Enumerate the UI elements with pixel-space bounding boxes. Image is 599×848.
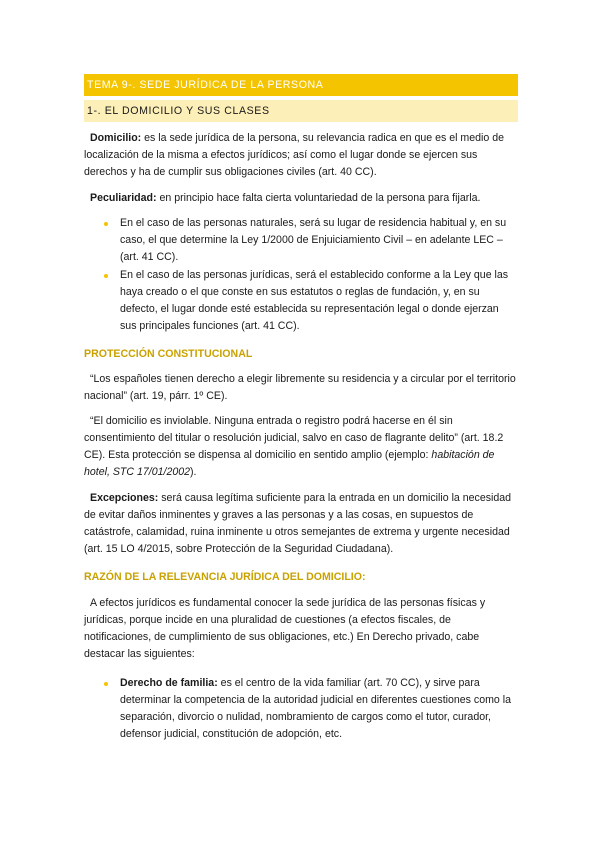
chapter-title: TEMA 9-. SEDE JURÍDICA DE LA PERSONA	[84, 74, 518, 96]
document-page	[84, 74, 518, 744]
bullet-icon	[104, 682, 108, 686]
quote-inviolabilidad	[84, 413, 518, 481]
razon-heading: RAZÓN DE LA RELEVANCIA JURÍDICA DEL DOMICILIO:	[84, 571, 366, 583]
list-item	[84, 267, 518, 335]
domicilio-paragraph	[84, 130, 518, 181]
list-item	[84, 215, 518, 266]
residence-list	[84, 215, 518, 335]
peculiaridad-paragraph	[84, 190, 518, 207]
familia-text: es el centro de la vida familiar (art. 70 CC), y sirve para determinar la competencia de la autoridad judicial en diferentes cuestiones como la separación, divorcio o nulidad, nombramiento de cargos como el tutor, curador, defensor judicial, constitución de adopción, etc.	[120, 677, 512, 740]
section-title: 1-. EL DOMICILIO Y SUS CLASES	[84, 100, 518, 122]
quote-example: habitación de hotel, STC 17/01/2002	[84, 449, 495, 478]
peculiaridad-term: Peculiaridad:	[90, 192, 157, 204]
excepciones-text: será causa legítima suficiente para la entrada en un domicilio la necesidad de evitar daños inminentes y graves a las personas y a las cosas, en supuestos de catástrofe, calamidad, ruina inminente u otros semejantes de extrema y urgente necesidad (art. 15 LO 4/2015, sobre Protección de la Seguridad Ciudadana).	[84, 492, 512, 555]
proteccion-heading: PROTECCIÓN CONSTITUCIONAL	[84, 348, 253, 360]
domicilio-text: es la sede jurídica de la persona, su relevancia radica en que es el medio de localización de la misma a efectos jurídicos; así como el lugar donde se ejercen sus derechos y ha de cumplir sus obligaciones civiles (art. 40 CC).	[84, 132, 504, 178]
excepciones-term: Excepciones:	[90, 492, 159, 504]
list-item-text: En el caso de las personas jurídicas, será el establecido conforme a la Ley que las haya creado o el que conste en sus estatutos o reglas de fundación, y, en su defecto, el lugar donde esté establecida su representación legal o donde ejerzan sus principales funciones (art. 41 CC).	[120, 269, 509, 332]
quote-inviolabilidad-text: “El domicilio es inviolable. Ninguna entrada o registro podrá hacerse en él sin consentimiento del titular o resolución judicial, salvo en caso de flagrante delito” (art. 18.2 CE). Esta protección se dispensa al domicilio en sentido amplio (ejemplo:	[84, 415, 504, 461]
excepciones-paragraph	[84, 490, 518, 558]
list-item	[84, 675, 518, 743]
bullet-icon	[104, 274, 108, 278]
razon-paragraph: A efectos jurídicos es fundamental conocer la sede jurídica de las personas físicas y jurídicas, porque incide en una pluralidad de cuestiones (a efectos fiscales, de notificaciones, de cumplimiento de sus obligaciones, etc.) En Derecho privado, cabe destacar las siguientes:	[84, 597, 486, 660]
domicilio-term: Domicilio:	[90, 132, 142, 144]
quote-residencia: “Los españoles tienen derecho a elegir libremente su residencia y a circular por el territorio nacional” (art. 19, párr. 1º CE).	[84, 373, 516, 402]
bullet-icon	[104, 222, 108, 226]
list-item-text: En el caso de las personas naturales, será su lugar de residencia habitual y, en su caso, el que determine la Ley 1/2000 de Enjuiciamiento Civil – en adelante LEC – (art. 41 CC).	[120, 217, 507, 263]
relevance-list	[84, 675, 518, 743]
peculiaridad-text: en principio hace falta cierta voluntariedad de la persona para fijarla.	[156, 192, 481, 204]
quote-end: ).	[190, 466, 197, 478]
familia-term: Derecho de familia:	[120, 677, 218, 689]
